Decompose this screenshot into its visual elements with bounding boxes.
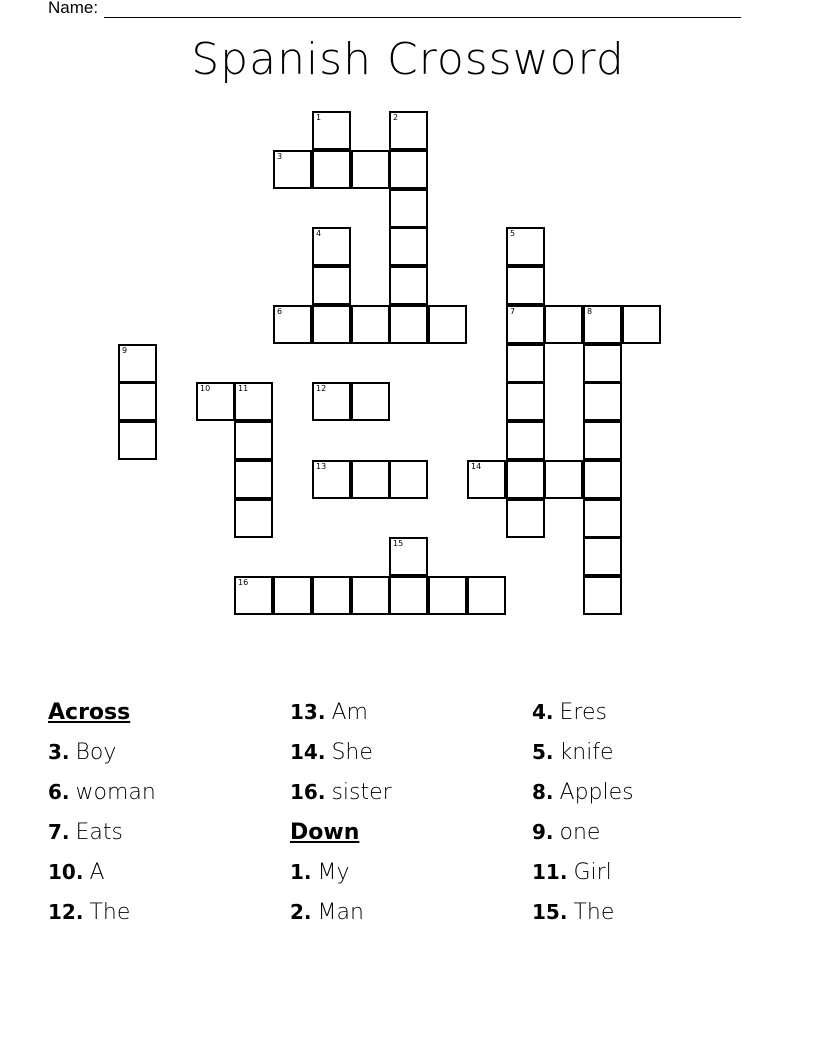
grid-cell[interactable] [467,576,506,615]
grid-cell[interactable] [389,266,428,305]
clue-text: Apples [559,780,634,805]
clue-number: 2 [393,113,399,122]
grid-cell[interactable] [583,499,622,538]
clue-number: 3. [48,740,70,764]
clue-text: A [89,860,105,885]
grid-cell[interactable] [351,460,390,499]
clue-text: Eats [75,820,123,845]
clue-column-2 [290,700,530,940]
clue-number: 1. [290,860,312,884]
clue-text: woman [75,780,156,805]
grid-cell[interactable] [118,382,157,421]
clue-number: 7 [510,307,516,316]
grid-cell[interactable] [389,537,428,576]
grid-cell[interactable] [506,499,545,538]
clue-number: 8 [587,307,593,316]
clue-text: knife [559,740,614,765]
grid-cell[interactable] [583,382,622,421]
grid-cell[interactable] [389,227,428,266]
grid-cell[interactable] [312,576,351,615]
clue-number: 9 [122,346,128,355]
grid-cell[interactable] [351,576,390,615]
clue-text: The [573,900,615,925]
clue-number: 10 [200,384,211,393]
clue-item [48,900,288,940]
clue-item [532,900,772,940]
clue-number: 13. [290,700,326,724]
clue-number: 6. [48,780,70,804]
clue-number: 13 [316,462,327,471]
grid-cell[interactable] [506,266,545,305]
clue-text: My [317,860,350,885]
clue-number: 5. [532,740,554,764]
grid-cell[interactable] [428,576,467,615]
grid-cell[interactable] [312,111,351,150]
grid-cell[interactable] [389,189,428,228]
page-title: Spanish Crossword [191,34,625,85]
grid-cell[interactable] [312,266,351,305]
grid-cell[interactable] [389,460,428,499]
grid-cell[interactable] [506,305,545,344]
clue-item [48,860,288,900]
grid-cell[interactable] [234,382,273,421]
grid-cell[interactable] [389,305,428,344]
clue-text: Girl [573,860,612,885]
clue-number: 16 [238,578,249,587]
grid-cell[interactable] [234,499,273,538]
clue-text: Man [317,900,364,925]
clue-text: Boy [75,740,117,765]
clue-number: 14 [471,462,482,471]
clue-text: The [89,900,131,925]
grid-cell[interactable] [622,305,661,344]
clue-item [48,820,288,860]
grid-cell[interactable] [312,460,351,499]
grid-cell[interactable] [312,227,351,266]
clue-number: 12 [316,384,327,393]
grid-cell[interactable] [583,344,622,383]
down-heading: Down [290,820,360,845]
grid-cell[interactable] [583,421,622,460]
clue-number: 3 [277,152,283,161]
grid-cell[interactable] [389,576,428,615]
grid-cell[interactable] [389,111,428,150]
clue-column-1 [48,700,288,940]
clue-number: 5 [510,229,516,238]
clue-number: 4. [532,700,554,724]
clue-item [290,860,530,900]
grid-cell[interactable] [351,305,390,344]
clue-number: 11 [238,384,249,393]
grid-cell[interactable] [583,305,622,344]
clue-number: 6 [277,307,283,316]
clue-item [532,700,772,740]
grid-cell[interactable] [506,460,545,499]
grid-cell[interactable] [583,537,622,576]
grid-cell[interactable] [583,460,622,499]
clue-item [290,900,530,940]
clue-column-3 [532,700,772,940]
grid-cell[interactable] [118,344,157,383]
clue-item [532,740,772,780]
clue-number: 7. [48,820,70,844]
grid-cell[interactable] [506,227,545,266]
clue-text: Eres [559,700,607,725]
clue-number: 12. [48,900,84,924]
grid-cell[interactable] [196,382,235,421]
across-heading: Across [48,700,131,725]
clue-number: 2. [290,900,312,924]
grid-cell[interactable] [544,460,583,499]
clue-number: 4 [316,229,322,238]
grid-cell[interactable] [467,460,506,499]
clue-item [48,780,288,820]
clue-item [532,860,772,900]
grid-cell[interactable] [234,460,273,499]
grid-cell[interactable] [312,382,351,421]
clue-item [290,700,530,740]
clue-number: 16. [290,780,326,804]
name-label: Name: [48,0,99,17]
clue-text: She [331,740,373,765]
clue-item [48,740,288,780]
clue-number: 15 [393,539,404,548]
clue-item [290,780,530,820]
grid-cell[interactable] [428,305,467,344]
clue-text: Am [331,700,368,725]
grid-cell[interactable] [312,150,351,189]
clue-number: 11. [532,860,568,884]
grid-cell[interactable] [273,150,312,189]
clue-number: 10. [48,860,84,884]
clue-number: 9. [532,820,554,844]
grid-cell[interactable] [118,421,157,460]
clue-item [290,740,530,780]
clue-number: 1 [316,113,322,122]
clue-number: 14. [290,740,326,764]
clue-text: one [559,820,601,845]
clue-item [532,780,772,820]
grid-cell[interactable] [583,576,622,615]
grid-cell[interactable] [273,576,312,615]
grid-cell[interactable] [234,576,273,615]
grid-cell[interactable] [312,305,351,344]
grid-cell[interactable] [544,305,583,344]
grid-cell[interactable] [351,150,390,189]
clue-text: sister [331,780,392,805]
clue-number: 15. [532,900,568,924]
clue-item [532,820,772,860]
grid-cell[interactable] [234,421,273,460]
grid-cell[interactable] [506,382,545,421]
grid-cell[interactable] [273,305,312,344]
grid-cell[interactable] [389,150,428,189]
clue-number: 8. [532,780,554,804]
grid-cell[interactable] [506,344,545,383]
grid-cell[interactable] [351,382,390,421]
grid-cell[interactable] [506,421,545,460]
